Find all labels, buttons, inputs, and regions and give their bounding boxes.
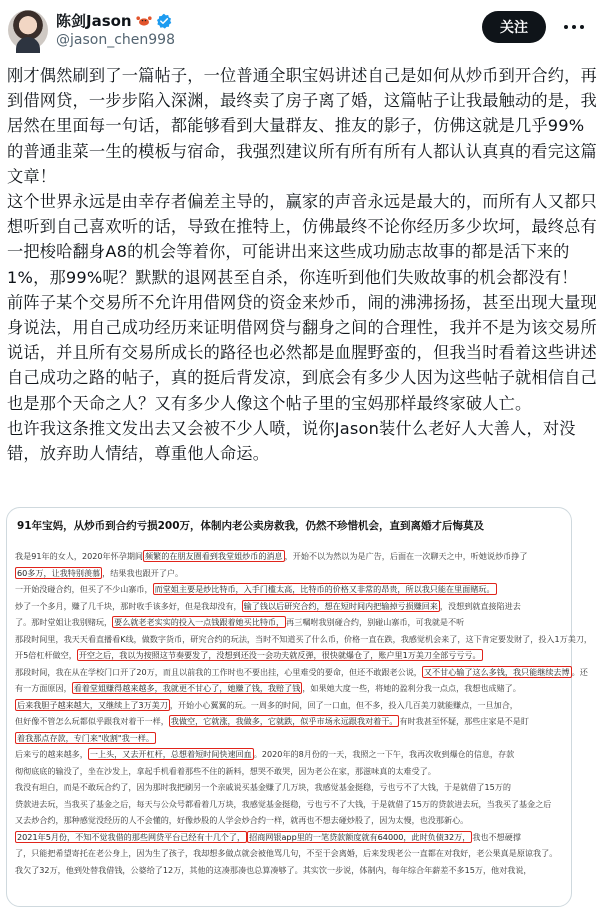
highlighted-text: 2021年5月份，不知不觉我借的那些网贷平台已经有十几个了， <box>17 831 246 842</box>
author-handle[interactable]: @jason_chen998 <box>56 32 175 48</box>
document-text: 那段时间，我在从在学校门口开了20万，而且以前我的工作时也不要出挂，心里难受的要命，但还不敢跟老公说， <box>15 666 422 677</box>
document-text: ，如果她大度一些，将她的盈利分我一点点，我想也成赌了。 <box>302 683 521 693</box>
document-text: 我没有坦白，而是不敢玩合约了，因为那时我把刷另一个亲戚说买基金赚了几万块，我感觉基金挺稳，亏也亏不了大钱，于是就借了15万的 <box>15 782 511 792</box>
document-text: 了。那时堂姐让我别赌玩， <box>15 617 113 627</box>
document-line <box>15 697 565 714</box>
post-paragraph: 也许我这条推文发出去又会被不少人喷，说你Jason装什么老好人大善人，对没错，放弃助人情结，尊重他人命运。 <box>7 418 576 464</box>
document-text: 开5倍杠杆做空， <box>15 650 77 660</box>
highlighted-text: 而堂姐主要是炒比特币，入手门槛太高，比特币的价格又非常的昂贵，所以我只能在里面赌玩。 <box>154 584 495 594</box>
document-text: ，开始不以为然以为是广告，后面在一次聊天之中，听她说炒币挣了 <box>284 551 528 561</box>
document-line <box>15 730 565 747</box>
document-line <box>15 713 565 730</box>
document-line <box>15 796 565 813</box>
verified-badge-icon <box>156 13 172 29</box>
document-line <box>15 746 565 763</box>
document-text: ，没想到就直接陷进去 <box>439 600 521 611</box>
document-line <box>15 581 565 598</box>
attached-image[interactable] <box>6 507 593 907</box>
document-text: ，开始小心翼翼的玩。一周多的时间，回了一口血，但不多，投入几百美刀就能赚点，一旦加合， <box>169 699 518 710</box>
document-text: 那段时间里，我天天看直播看K线，做数字货币，研究合约的玩法，当时不知道买了什么币，价格一直在跌，我感觉机会来了，这下肯定要发财了，投入1万美刀， <box>15 633 593 644</box>
document-text: 但好像不管怎么玩都似乎跟我对着干一样， <box>15 716 169 726</box>
document-text: 贷款进去玩，当我买了基金之后，每天与公众号都看着几万块，我感觉基金挺稳，亏也亏不了大钱，于是就借了15万的贷款进去玩，当我买了基金之后 <box>15 798 552 809</box>
highlighted-text: 输了钱以后研究合约，想在短时间内把输掉亏损赚回来 <box>243 600 438 611</box>
document-line <box>15 565 565 582</box>
document-text: ，结果我也跟开了户。 <box>102 567 184 578</box>
avatar[interactable] <box>8 10 48 50</box>
document-text: 彻彻底底的输没了，坐在沙发上，拿起手机看着那些不住的新料，想哭不敢哭，因为老公在家，那滋味真的太难受了。 <box>15 765 436 776</box>
author-name[interactable]: 陈剑Jason <box>56 12 132 30</box>
document-text: 我也不想硬撑 <box>472 831 521 842</box>
highlighted-text: 要么就老老实实的投入一点钱跟着她买比特币， <box>114 617 285 627</box>
post-header <box>0 0 601 62</box>
attachment-document <box>15 548 593 878</box>
highlighted-text: 60多万，让我特别羡慕 <box>17 567 101 578</box>
document-text: 再三嘱咐我别碰合约，别碰山寨币，可我就是不听 <box>286 617 465 627</box>
highlighted-text: 着我那点存款，专门来"收割"我一样。 <box>17 732 154 743</box>
post-paragraph: 这个世界永远是由幸存者偏差主导的，赢家的声音永远是最大的，而所有人又都只想听到自己喜欢听的话，导致在推特上，仿佛最终不论你经历多少坎坷，最终总有一把梭哈翻身A8的机会等着你，可能讲出来这些成功励志故事的都是活下来的1%，那99%呢？默默的退网甚至自杀，你连听到他们失败故事的机会都没有！ <box>7 192 597 287</box>
document-text: 了，只能把希望寄托在老公身上，因为生了孩子，我却想多做点就会被他骂几句，不至于会离婚，后来发现老公一直都在对我好，老公果真是原谅我了。 <box>15 848 558 858</box>
highlighted-text: 又不甘心输了这么多钱，我只能继续去博 <box>423 666 570 677</box>
document-line <box>15 614 565 631</box>
author-name-row <box>56 10 172 31</box>
document-text: 有时我甚至怀疑，那些庄家是不是盯 <box>399 716 529 726</box>
document-line <box>15 812 565 829</box>
document-text: 我欠了32万，他到处替我借钱，公婆给了12万，其他的这凑那凑也总算凑够了。其实饮一步说，体制内，每年综合年薪差不多15万，他对我说， <box>15 864 532 875</box>
crab-emoji-icon <box>136 15 152 27</box>
highlighted-text: 开空之后，我以为按照这节奏要发了，没想到还没一会功夫就反弹，很快就爆仓了，账户里1万美刀全部亏亏亏。 <box>78 650 481 660</box>
document-line <box>15 631 593 648</box>
highlighted-text: 后来我胆子越来越大，又继续上了3万美刀 <box>17 699 168 710</box>
document-line <box>15 680 565 697</box>
document-text: 。2020年的8月份的一天，我照之一下午，我再次收到爆仓的信息，存款 <box>253 749 515 759</box>
document-line <box>15 598 565 615</box>
document-line <box>15 548 565 565</box>
document-line <box>15 829 565 846</box>
attachment-title: 91年宝妈，从炒币到合约亏损200万，体制内老公卖房救我，仍然不珍惜机会，直到离婚才后悔莫及 <box>17 520 485 532</box>
document-line <box>15 862 565 879</box>
document-line <box>15 779 565 796</box>
highlighted-text: 招商网银app里的一笔贷款额度就有64000，此时负债32万， <box>249 831 471 842</box>
highlighted-text: 频繁的在朋友圈看到我堂姐炒币的消息 <box>145 551 283 561</box>
document-line <box>15 763 565 780</box>
document-line <box>15 664 588 681</box>
document-text: 炒了一个多月，赚了几千块，那时收手该多好，但是我却没有， <box>15 600 242 611</box>
post-paragraph: 前阵子某个交易所不允许用借网贷的资金来炒币，闹的沸沸扬扬，甚至出现大量现身说法，用自己成功经历来证明借网贷与翻身之间的合理性，我并不是为该交易所说话，并且所有交易所成长的路径也必然都是血腥野蛮的，但我当时看着这些讲述自己成功之路的帖子，真的挺后背发凉，到底会有多少人因为这些帖子就相信自己也是那个天命之人？又有多少人像这个帖子里的宝妈那样最终家破人亡。 <box>7 292 597 413</box>
document-line <box>15 647 565 664</box>
document-line <box>15 845 565 862</box>
highlighted-text: 我做空，它就涨，我做多，它就跌，似乎市场永远跟我对着干。 <box>170 716 398 726</box>
highlighted-text: 看着堂姐赚得越来越多，我就更不甘心了，她赚了钱，我赔了钱 <box>73 683 301 693</box>
document-text: 又去炒合约，那种感觉没经历的人不会懂的，好像炒股的人学会炒合约一样，就再也不想去碰炒股了，因为太慢，也没那新心。 <box>15 815 469 825</box>
follow-button[interactable]: 关注 <box>482 11 546 43</box>
post-text <box>7 63 597 466</box>
more-dots-icon[interactable] <box>560 16 588 38</box>
highlighted-text: 一上头，又去开杠杆，总想着短时间快速回血 <box>89 749 252 759</box>
post-paragraph: 刚才偶然刷到了一篇帖子，一位普通全职宝妈讲述自己是如何从炒币到开合约，再到借网贷，一步步陷入深渊，最终卖了房子离了婚，这篇帖子让我最触动的是，我居然在里面每一句话，都能够看到大量群友、推友的影子，仿佛这就是几乎99%的普通韭菜一生的模板与宿命，我强烈建议所有所有所有人都认认真真的看完这篇文章！ <box>7 66 597 186</box>
document-text: 我是91年的女人，2020年怀孕期间 <box>15 551 144 561</box>
document-text: 后来亏的越来越多， <box>15 749 88 759</box>
document-text: 一开始没碰合约，但买了不少山寨币， <box>15 584 153 594</box>
document-text: 有一方面原因， <box>15 683 72 693</box>
document-text: 。还 <box>571 666 588 677</box>
